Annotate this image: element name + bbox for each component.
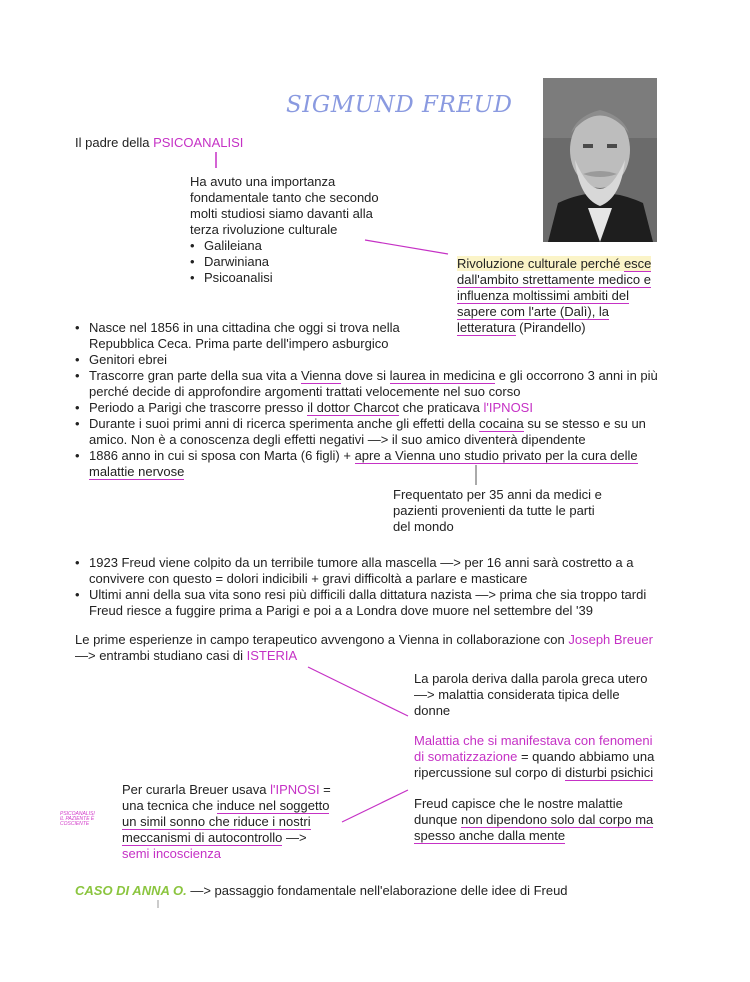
- hypnosis-text: =: [319, 782, 331, 797]
- bio-text: Trascorre gran parte della sua vita a: [89, 368, 301, 383]
- list-item: • Darwiniana: [190, 254, 379, 270]
- bio-text: 1886 anno in cui si sposa con Marta (6 figli) +: [89, 448, 355, 463]
- bio-text: Nasce nel 1856 in una cittadina che oggi si trova nella: [89, 320, 400, 335]
- side-note-text: (Pirandello): [515, 320, 586, 335]
- side-note-text: sapere com l'arte (Dalì), la: [457, 304, 610, 319]
- freud-note-text: non dipendono solo dal corpo ma: [461, 812, 654, 827]
- late-text: convivere con questo = dolori indicibili + gravi difficoltà a parlare e masticare: [89, 571, 528, 586]
- ipnosi-keyword: l'IPNOSI: [270, 782, 320, 797]
- hypnosis-text: induce nel soggetto: [216, 798, 330, 813]
- side-note-text: Rivoluzione culturale perché: [457, 256, 624, 271]
- bio-text: Vienna: [300, 368, 342, 383]
- isteria-keyword: ISTERIA: [246, 648, 298, 663]
- list-item: • Galileiana: [190, 238, 379, 254]
- somat-text: ripercussione sul corpo di: [414, 765, 566, 780]
- late-text: Ultimi anni della sua vita sono resi più difficili dalla dittatura nazista —> prima che sia troppo tardi: [89, 587, 647, 602]
- somat-text: disturbi psichici: [565, 765, 654, 780]
- ipnosi-keyword: l'IPNOSI: [483, 400, 533, 415]
- studio-note-line: del mondo: [393, 519, 454, 534]
- anna-o-text: —> passaggio fondamentale nell'elaborazione delle idee di Freud: [186, 883, 568, 898]
- side-note-text: influenza moltissimi ambiti del: [457, 288, 629, 303]
- bio-text: dove si: [341, 368, 390, 383]
- revolution-line: terza rivoluzione culturale: [190, 222, 338, 237]
- late-text: 1923 Freud viene colpito da un terribile tumore alla mascella —> per 16 anni sarà costretto a a: [89, 555, 634, 570]
- bio-text: Repubblica Ceca. Prima parte dell'impero asburgico: [89, 336, 389, 351]
- isteria-note-line: —> malattia considerata tipica delle: [414, 687, 620, 702]
- studio-note-line: Frequentato per 35 anni da medici e: [393, 487, 602, 502]
- freud-note-text: Freud capisce che le nostre malattie: [414, 796, 623, 811]
- isteria-note-line: La parola deriva dalla parola greca utero: [414, 671, 648, 686]
- isteria-note-line: donne: [414, 703, 451, 718]
- hypnosis-text: meccanismi di autocontrollo: [122, 830, 283, 845]
- somat-text: Malattia che si manifestava con fenomeni: [414, 733, 653, 748]
- hypnosis-text: Per curarla Breuer usava: [122, 782, 271, 797]
- bio-text: apre a Vienna uno studio privato per la cura delle: [354, 448, 638, 463]
- intro-prefix: Il padre della: [75, 135, 154, 150]
- freud-note-text: dunque: [414, 812, 461, 827]
- bio-text: amico. Non è a conoscenza degli effetti negativi —> il suo amico diventerà dipendente: [89, 432, 586, 447]
- side-note-text: esce: [623, 256, 652, 271]
- revolution-line: fondamentale tanto che secondo: [190, 190, 379, 205]
- bio-text: Genitori ebrei: [89, 352, 168, 367]
- scribble-line: COSCIENTE: [60, 821, 90, 827]
- bio-text: e gli occorrono 3 anni in più: [495, 368, 658, 383]
- breuer-text: Le prime esperienze in campo terapeutico avvengono a Vienna in collaborazione con: [75, 632, 569, 647]
- bio-text: su se stesso e su un: [523, 416, 646, 431]
- revolution-line: molti studiosi siamo davanti alla: [190, 206, 373, 221]
- freud-note-text: spesso anche dalla mente: [414, 828, 566, 843]
- bio-text: Periodo a Parigi che trascorre presso: [89, 400, 308, 415]
- bio-text: il dottor Charcot: [307, 400, 399, 415]
- breuer-text: —> entrambi studiano casi di: [75, 648, 247, 663]
- scribble-line: PSICOANALISI: [60, 811, 95, 817]
- psicoanalisi-keyword: PSICOANALISI: [153, 135, 244, 150]
- studio-note-line: pazienti provenienti da tutte le parti: [393, 503, 595, 518]
- bio-text: Durante i suoi primi anni di ricerca sperimenta anche gli effetti della: [89, 416, 479, 431]
- page-title: SIGMUND FREUD: [286, 92, 513, 118]
- bio-text: perché decide di approfondire argomenti trattati velocemente nel suo corso: [89, 384, 521, 399]
- bio-text: malattie nervose: [89, 464, 185, 479]
- hypnosis-text: una tecnica che: [122, 798, 217, 813]
- breuer-name: Joseph Breuer: [568, 632, 653, 647]
- anna-o-label: CASO DI ANNA O.: [75, 883, 187, 898]
- bio-text: laurea in medicina: [389, 368, 496, 383]
- revolution-line: Ha avuto una importanza: [190, 174, 336, 189]
- side-note-text: letteratura: [457, 320, 516, 335]
- bio-text: cocaina: [478, 416, 524, 431]
- hypnosis-text: un simil sonno che riduce i nostri: [122, 814, 311, 829]
- somat-text: di somatizzazione: [414, 749, 518, 764]
- hypnosis-text: semi incoscienza: [122, 846, 221, 861]
- late-text: Freud riesce a fuggire prima a Parigi e poi a a Londra dove muore nel settembre del '39: [89, 603, 593, 618]
- bio-text: che praticava: [398, 400, 484, 415]
- scribble-line: IL PAZIENTE È: [60, 816, 95, 822]
- somat-text: = quando abbiamo una: [517, 749, 655, 764]
- hypnosis-text: —>: [282, 830, 307, 845]
- side-note-text: dall'ambito strettamente medico e: [457, 272, 651, 287]
- list-item: • Psicoanalisi: [190, 270, 379, 286]
